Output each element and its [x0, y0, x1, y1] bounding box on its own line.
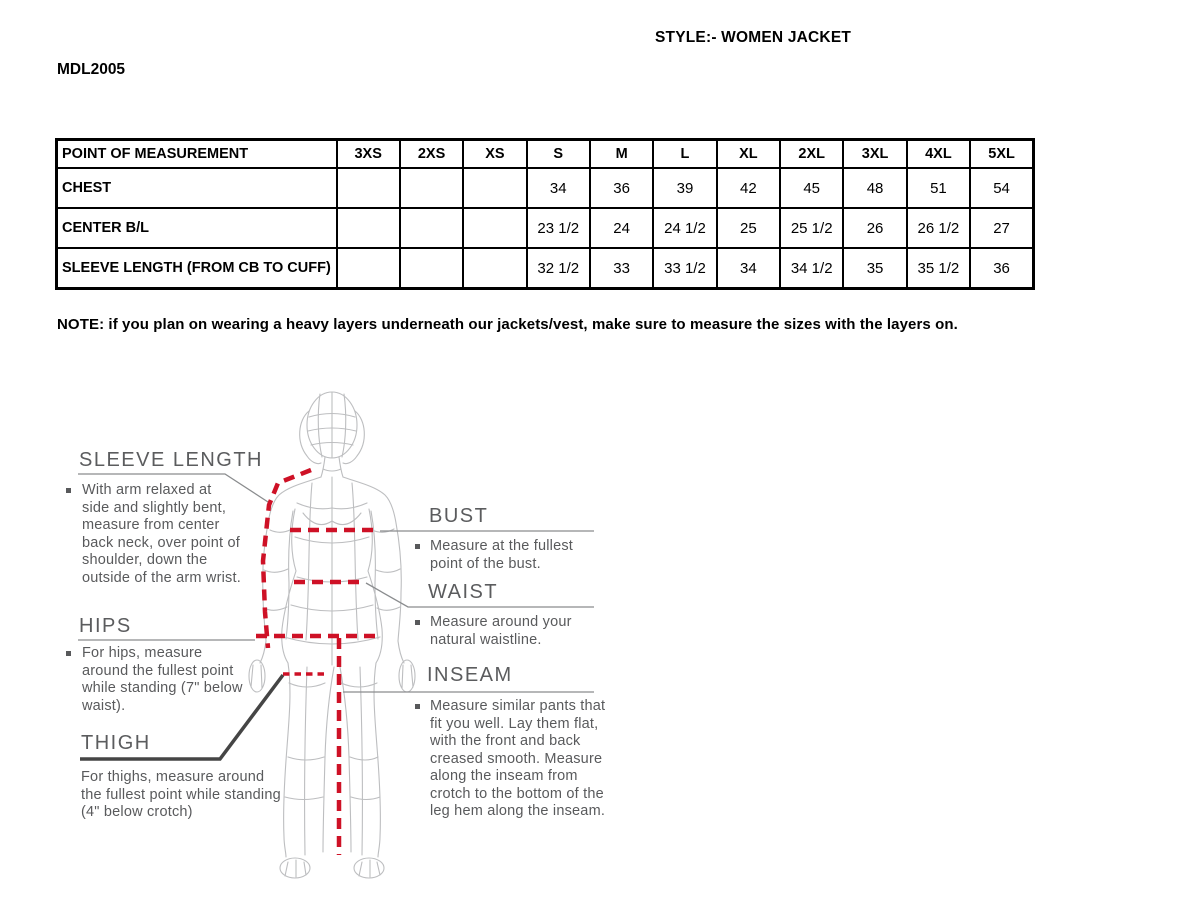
size-value: 33 — [590, 248, 653, 289]
table-row-chest — [57, 168, 1034, 208]
size-value: 48 — [843, 168, 906, 208]
size-value: 39 — [653, 168, 716, 208]
size-value: 45 — [780, 168, 843, 208]
size-value: 42 — [717, 168, 780, 208]
thigh-heading: THIGH — [81, 732, 151, 754]
bullet-square-icon — [415, 544, 420, 549]
size-value: 34 — [717, 248, 780, 289]
inseam-description: Measure similar pants that fit you well. Lay them flat, with the front and back creased smooth. Measure along the inseam from crotch to the bottom of the leg hem along the inseam. — [430, 698, 606, 819]
thigh-description: For thighs, measure around the fullest point while standing (4" below crotch) — [81, 769, 281, 820]
sleeve-length-heading: SLEEVE LENGTH — [79, 449, 264, 471]
size-value — [400, 168, 463, 208]
bullet-square-icon — [415, 704, 420, 709]
col-header: 5XL — [970, 140, 1033, 169]
bullet-square-icon — [66, 651, 71, 656]
col-header-pom: POINT OF MEASUREMENT — [57, 140, 337, 169]
bullet-square-icon — [66, 488, 71, 493]
size-value: 26 — [843, 208, 906, 248]
measurement-guide-diagram — [55, 365, 627, 888]
row-label: CENTER B/L — [57, 208, 337, 248]
table-row-center-bl — [57, 208, 1034, 248]
size-value: 24 1/2 — [653, 208, 716, 248]
size-value: 34 1/2 — [780, 248, 843, 289]
table-header-row — [57, 140, 1034, 169]
size-value — [400, 248, 463, 289]
size-value: 24 — [590, 208, 653, 248]
col-header: S — [527, 140, 590, 169]
hips-description: For hips, measure around the fullest point while standing (7" below waist). — [82, 645, 243, 714]
sleeve-measure-line — [263, 470, 311, 648]
size-value — [337, 168, 400, 208]
model-code: MDL2005 — [57, 61, 126, 78]
size-value: 51 — [907, 168, 970, 208]
waist-heading: WAIST — [428, 581, 499, 603]
col-header: M — [590, 140, 653, 169]
size-value: 27 — [970, 208, 1033, 248]
size-value: 36 — [590, 168, 653, 208]
size-value — [337, 248, 400, 289]
page-title: STYLE:- WOMEN JACKET — [655, 29, 852, 46]
row-label: CHEST — [57, 168, 337, 208]
bust-heading: BUST — [429, 505, 489, 527]
size-value — [337, 208, 400, 248]
size-value: 32 1/2 — [527, 248, 590, 289]
size-value: 54 — [970, 168, 1033, 208]
size-value: 35 — [843, 248, 906, 289]
inseam-heading: INSEAM — [427, 664, 513, 686]
bullet-square-icon — [415, 620, 420, 625]
size-value: 34 — [527, 168, 590, 208]
size-chart-table-wrap — [55, 138, 1035, 290]
col-header: L — [653, 140, 716, 169]
col-header: 3XL — [843, 140, 906, 169]
size-value: 33 1/2 — [653, 248, 716, 289]
size-value: 26 1/2 — [907, 208, 970, 248]
col-header: 3XS — [337, 140, 400, 169]
col-header: 4XL — [907, 140, 970, 169]
col-header: 2XS — [400, 140, 463, 169]
size-value — [463, 208, 526, 248]
size-value: 36 — [970, 248, 1033, 289]
col-header: XS — [463, 140, 526, 169]
hips-heading: HIPS — [79, 615, 132, 637]
size-value: 35 1/2 — [907, 248, 970, 289]
row-label: SLEEVE LENGTH (FROM CB TO CUFF) — [57, 248, 337, 289]
size-value: 25 — [717, 208, 780, 248]
size-value — [463, 248, 526, 289]
note-text: NOTE: if you plan on wearing a heavy layers underneath our jackets/vest, make sure to measure the sizes with the layers on. — [57, 316, 958, 333]
bust-description: Measure at the fullest point of the bust. — [430, 538, 574, 572]
col-header: 2XL — [780, 140, 843, 169]
size-value — [463, 168, 526, 208]
size-value: 23 1/2 — [527, 208, 590, 248]
col-header: XL — [717, 140, 780, 169]
size-value — [400, 208, 463, 248]
size-chart-table — [55, 138, 1035, 290]
table-row-sleeve-length — [57, 248, 1034, 289]
waist-description: Measure around your natural waistline. — [430, 614, 572, 648]
sleeve-length-description: With arm relaxed at side and slightly bent, measure from center back neck, over point of shoulder, down the outside of the arm wrist. — [82, 482, 241, 586]
size-value: 25 1/2 — [780, 208, 843, 248]
